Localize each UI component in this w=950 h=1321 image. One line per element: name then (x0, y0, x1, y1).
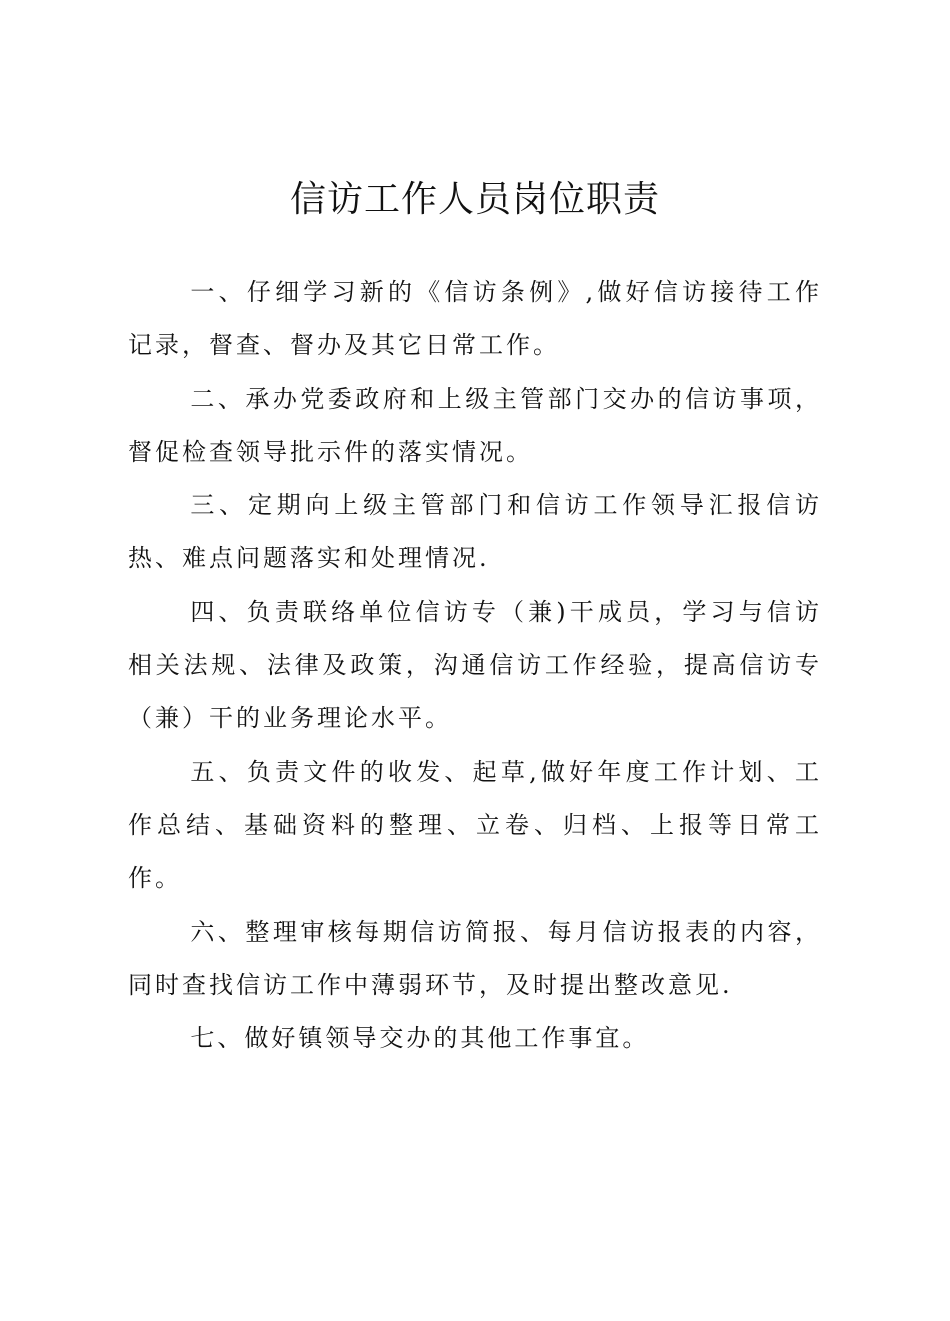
document-body (128, 266, 822, 1065)
duty-paragraph-5: 五、负责文件的收发、起草,做好年度工作计划、工作总结、基础资料的整理、立卷、归档、上报等日常工作。 (128, 757, 822, 893)
duty-paragraph-4: 四、负责联络单位信访专（兼)干成员，学习与信访相关法规、法律及政策，沟通信访工作经验，提高信访专（兼）干的业务理论水平。 (128, 597, 822, 733)
duty-paragraph-6: 六、整理审核每期信访简报、每月信访报表的内容，同时查找信访工作中薄弱环节，及时提出整改意见. (128, 917, 822, 999)
document-title: 信访工作人员岗位职责 (289, 179, 660, 220)
duty-paragraph-3: 三、定期向上级主管部门和信访工作领导汇报信访热、难点问题落实和处理情况. (128, 491, 822, 573)
duty-paragraph-7: 七、做好镇领导交办的其他工作事宜。 (190, 1024, 650, 1053)
duty-paragraph-2: 二、承办党委政府和上级主管部门交办的信访事项，督促检查领导批示件的落实情况。 (128, 384, 822, 466)
duty-paragraph-1: 一、仔细学习新的《信访条例》,做好信访接待工作记录，督查、督办及其它日常工作。 (128, 278, 822, 360)
